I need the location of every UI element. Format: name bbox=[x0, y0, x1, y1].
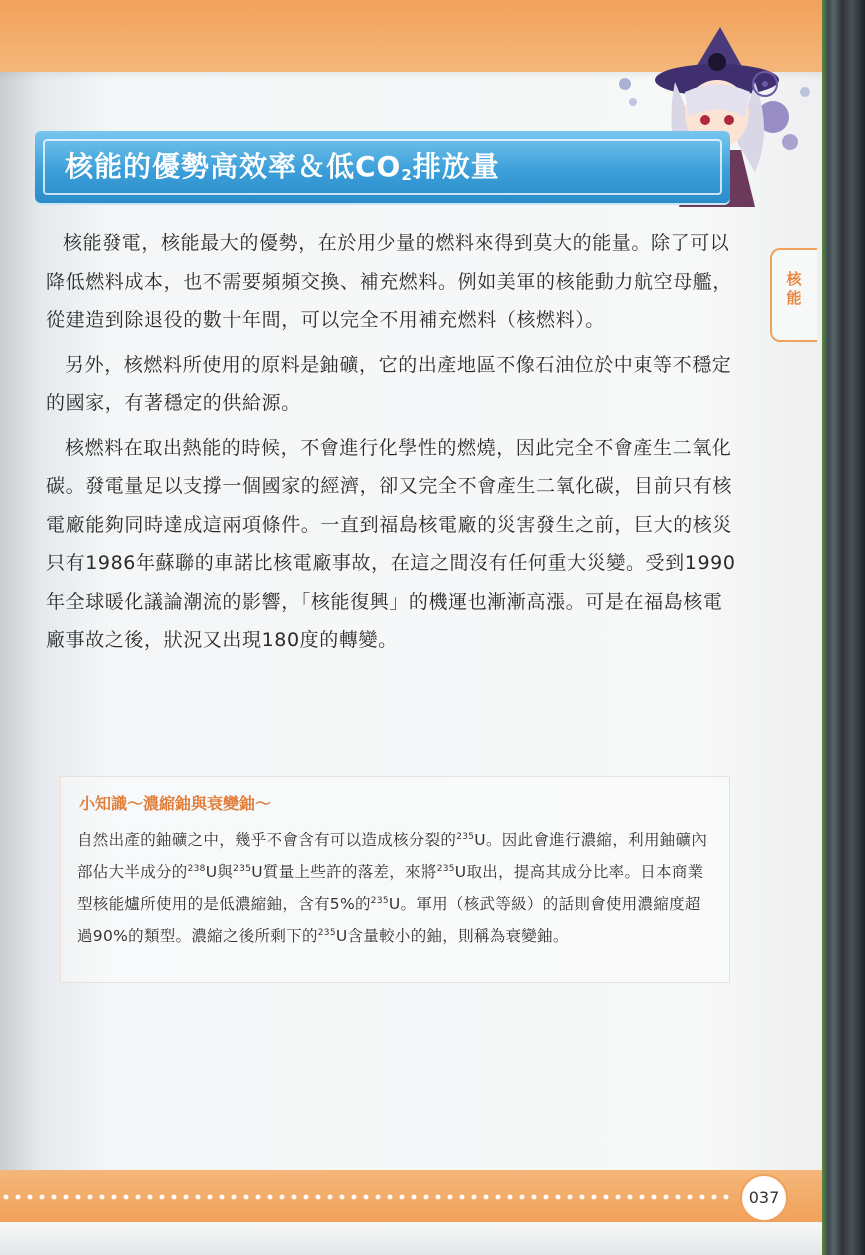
bottom-margin bbox=[0, 1222, 822, 1255]
trivia-text-1: 自然出產的鈾礦之中，幾乎不會含有可以造成核分裂的 bbox=[77, 831, 457, 849]
dotted-line-decoration bbox=[0, 1193, 735, 1201]
section-title bbox=[65, 145, 500, 185]
body-text bbox=[46, 224, 736, 666]
isotope-238-sup: 238 bbox=[187, 864, 206, 874]
trivia-text-6: U。軍用（核武等級）的話則會使用濃縮度超過90%的類型。濃縮之後所剩下的 bbox=[77, 895, 701, 945]
section-title-subscript: 2 bbox=[401, 166, 413, 184]
book-spine-edge bbox=[822, 0, 865, 1255]
trivia-box bbox=[60, 776, 730, 983]
section-title-bar bbox=[35, 131, 730, 203]
section-title-end: 排放量 bbox=[412, 150, 500, 183]
section-title-main: 核能的優勢高效率＆低CO bbox=[65, 150, 402, 183]
chapter-tab-label: 核能 bbox=[786, 270, 802, 307]
paragraph-2: 另外，核燃料所使用的原料是鈾礦，它的出產地區不像石油位於中東等不穩定的國家，有著穩定的供給源。 bbox=[46, 353, 732, 414]
chapter-side-tab bbox=[770, 248, 817, 342]
isotope-235-sup: 235 bbox=[456, 832, 475, 842]
trivia-text-7: U含量較小的鈾，則稱為衰變鈾。 bbox=[335, 927, 569, 945]
isotope-235-sup: 235 bbox=[317, 928, 336, 938]
page-number: 037 bbox=[740, 1174, 788, 1222]
isotope-235-sup: 235 bbox=[370, 896, 389, 906]
trivia-title: 小知識～濃縮鈾與衰變鈾～ bbox=[79, 794, 272, 813]
trivia-text-4: U質量上些許的落差，來將 bbox=[251, 863, 437, 881]
trivia-text-2: U。因此會進行濃縮，利用鈾礦內部佔大半成分的 bbox=[77, 831, 708, 881]
trivia-text-5: U取出，提高其成分比率。日本商業型核能爐所使用的是低濃縮鈾，含有5%的 bbox=[77, 863, 704, 913]
trivia-text bbox=[77, 823, 713, 951]
paragraph-1: 核能發電，核能最大的優勢，在於用少量的燃料來得到莫大的能量。除了可以降低燃料成本，也不需要頻頻交換、補充燃料。例如美軍的核能動力航空母艦，從建造到除退役的數十年間，可以完全不用補充燃料（核燃料）。 bbox=[46, 232, 733, 331]
isotope-235-sup: 235 bbox=[436, 864, 455, 874]
paragraph-3: 核燃料在取出熱能的時候，不會進行化學性的燃燒，因此完全不會產生二氧化碳。發電量足以支撐一個國家的經濟，卻又完全不會產生二氧化碳，目前只有核電廠能夠同時達成這兩項條件。一直到福島核電廠的災害發生之前，巨大的核災只有1986年蘇聯的車諾比核電廠事故，在這之間沒有任何重大災變。受到1990年全球暖化議論潮流的影響，「核能復興」的機運也漸漸高漲。可是在福島核電廠事故之後，狀況又出現180度的轉變。 bbox=[46, 436, 736, 651]
trivia-text-3: U與 bbox=[205, 863, 234, 881]
isotope-235-sup: 235 bbox=[233, 864, 252, 874]
